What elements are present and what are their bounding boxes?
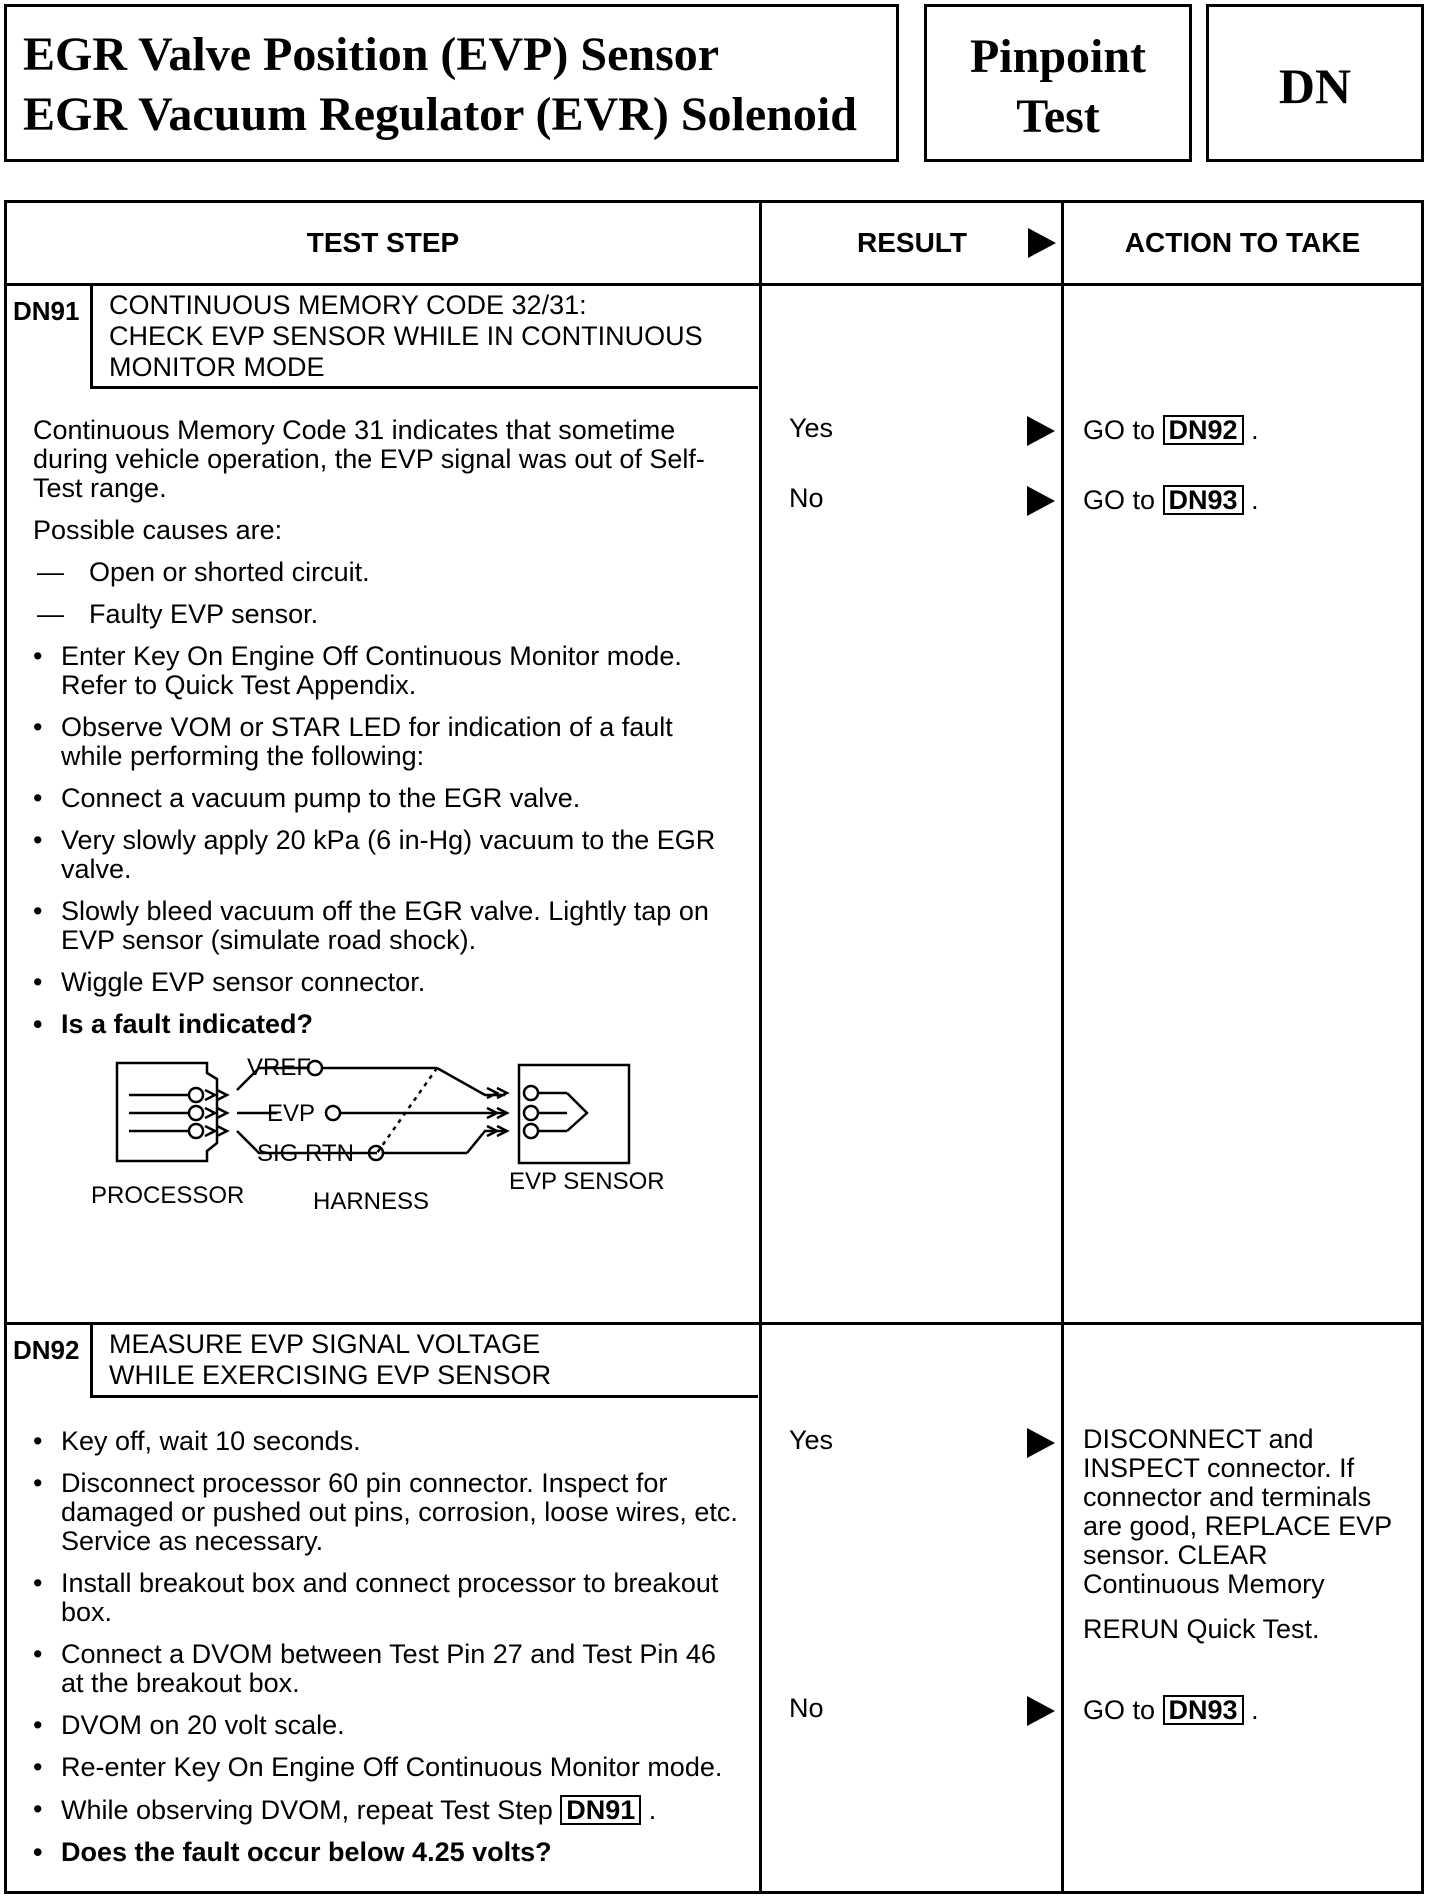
dn92-action-yes-text: DISCONNECT and INSPECT connector. If connector and terminals are good, REPLACE EVP sensor. CLEAR Continuous Memory (1083, 1424, 1392, 1599)
arrow-icon (1027, 1428, 1055, 1458)
label-vref: VREF (247, 1054, 312, 1081)
dn92-bullet-1: • Key off, wait 10 seconds. (33, 1427, 738, 1456)
dn91-id-divider (90, 286, 93, 388)
ref-dn93[interactable]: DN93 (1163, 1695, 1244, 1725)
dn92-title (109, 1329, 551, 1391)
dn91-result-no: No (789, 483, 824, 513)
dn91-cause-2: — Faulty EVP sensor. (33, 600, 738, 629)
dn91-bullet-4: • Very slowly apply 20 kPa (6 in-Hg) vacuum to the EGR valve. (33, 826, 738, 884)
header-test-step: TEST STEP (306, 227, 460, 258)
dn92-bullet-6: • Re-enter Key On Engine Off Continuous Monitor mode. (33, 1753, 738, 1782)
dn92-bullet-4: • Connect a DVOM between Test Pin 27 and Test Pin 46 at the breakout box. (33, 1640, 738, 1698)
dn91-body (33, 416, 738, 1052)
dn91-title-underline (90, 386, 758, 389)
dn92-result-no: No (789, 1693, 824, 1723)
dn91-title-line-3: MONITOR MODE (109, 352, 325, 382)
ref-dn91[interactable]: DN91 (560, 1795, 641, 1825)
ref-dn92[interactable]: DN92 (1163, 415, 1244, 445)
dn92-bullet-3: • Install breakout box and connect processor to breakout box. (33, 1569, 738, 1627)
dn92-step-header (7, 1325, 758, 1400)
label-processor: PROCESSOR (91, 1182, 245, 1209)
dn91-step-header (7, 286, 758, 391)
evp-wiring-diagram (77, 1043, 677, 1223)
title-line-1: EGR Valve Position (EVP) Sensor (23, 28, 720, 81)
arrow-icon (1027, 1696, 1055, 1726)
page-title (4, 4, 899, 162)
test-table (4, 200, 1424, 1894)
dn91-bullet-7: • Is a fault indicated? (33, 1010, 738, 1039)
header-action: ACTION TO TAKE (1124, 227, 1361, 258)
dn91-bullet-2: • Observe VOM or STAR LED for indication of a fault while performing the following: (33, 713, 738, 771)
goto-label: GO to (1083, 485, 1156, 515)
header-result-label: RESULT (857, 227, 967, 258)
label-harness: HARNESS (313, 1188, 430, 1215)
arrow-icon (1027, 486, 1055, 516)
dn92-action-yes (1083, 1425, 1403, 1644)
dn91-title-line-2: CHECK EVP SENSOR WHILE IN CONTINUOUS (109, 321, 703, 351)
sensor-box (519, 1065, 629, 1163)
dn91-intro: Continuous Memory Code 31 indicates that sometime during vehicle operation, the EVP signal was out of Self-Test range. (33, 415, 705, 503)
column-divider-2 (1061, 203, 1064, 1891)
dn92-title-underline (90, 1395, 758, 1398)
dn92-id-divider (90, 1325, 93, 1397)
dn92-bullet-2: • Disconnect processor 60 pin connector. Inspect for damaged or pushed out pins, corrosion, loose wires, etc. Service as necessary. (33, 1469, 738, 1556)
pinpoint-line-1: Pinpoint (969, 30, 1147, 83)
header-result (762, 203, 1061, 283)
dn92-bullet-7: • While observing DVOM, repeat Test Step DN91 . (33, 1795, 738, 1825)
goto-label: GO to (1083, 415, 1156, 445)
dn92-title-line-1: MEASURE EVP SIGNAL VOLTAGE (109, 1329, 541, 1359)
pinpoint-line-2: Test (1016, 90, 1100, 143)
dn91-bullet-1: • Enter Key On Engine Off Continuous Monitor mode. Refer to Quick Test Appendix. (33, 642, 738, 700)
dn91-title-line-1: CONTINUOUS MEMORY CODE 32/31: (109, 290, 587, 320)
dn92-action-no: GO to DN93 . (1083, 1695, 1259, 1725)
dn92-action-rerun: RERUN Quick Test. (1083, 1614, 1320, 1644)
dn92-id: DN92 (13, 1335, 80, 1365)
dn91-causes-label: Possible causes are: (33, 515, 283, 545)
dn91-title (109, 290, 703, 383)
label-evp: EVP (267, 1100, 316, 1127)
dn92-bullet-5: • DVOM on 20 volt scale. (33, 1711, 738, 1740)
dn91-bullet-6: • Wiggle EVP sensor connector. (33, 968, 738, 997)
arrow-icon (1028, 228, 1056, 258)
dn92-result-yes: Yes (789, 1425, 834, 1455)
dn91-bullet-5: • Slowly bleed vacuum off the EGR valve. Lightly tap on EVP sensor (simulate road shock). (33, 897, 738, 955)
pinpoint-test-label (924, 4, 1192, 162)
title-line-2: EGR Vacuum Regulator (EVR) Solenoid (23, 88, 857, 141)
dn92-title-line-2: WHILE EXERCISING EVP SENSOR (109, 1360, 552, 1390)
label-evp-sensor: EVP SENSOR (509, 1168, 665, 1195)
dn92-bullet-7-text: While observing DVOM, repeat Test Step (61, 1795, 553, 1825)
dn91-bullet-3: • Connect a vacuum pump to the EGR valve. (33, 784, 738, 813)
dn92-body (33, 1427, 738, 1880)
dn91-result-yes: Yes (789, 413, 834, 443)
goto-label: GO to (1083, 1695, 1156, 1725)
ref-dn93[interactable]: DN93 (1163, 485, 1244, 515)
test-code: DN (1206, 4, 1424, 162)
dn91-id: DN91 (13, 296, 80, 326)
dn91-action-no: GO to DN93 . (1083, 485, 1259, 515)
dn91-cause-1: — Open or shorted circuit. (33, 558, 738, 587)
column-divider-1 (759, 203, 762, 1891)
label-sig-rtn: SIG RTN (257, 1140, 354, 1167)
arrow-icon (1027, 416, 1055, 446)
dn91-action-yes: GO to DN92 . (1083, 415, 1259, 445)
dn92-bullet-8: • Does the fault occur below 4.25 volts? (33, 1838, 738, 1867)
